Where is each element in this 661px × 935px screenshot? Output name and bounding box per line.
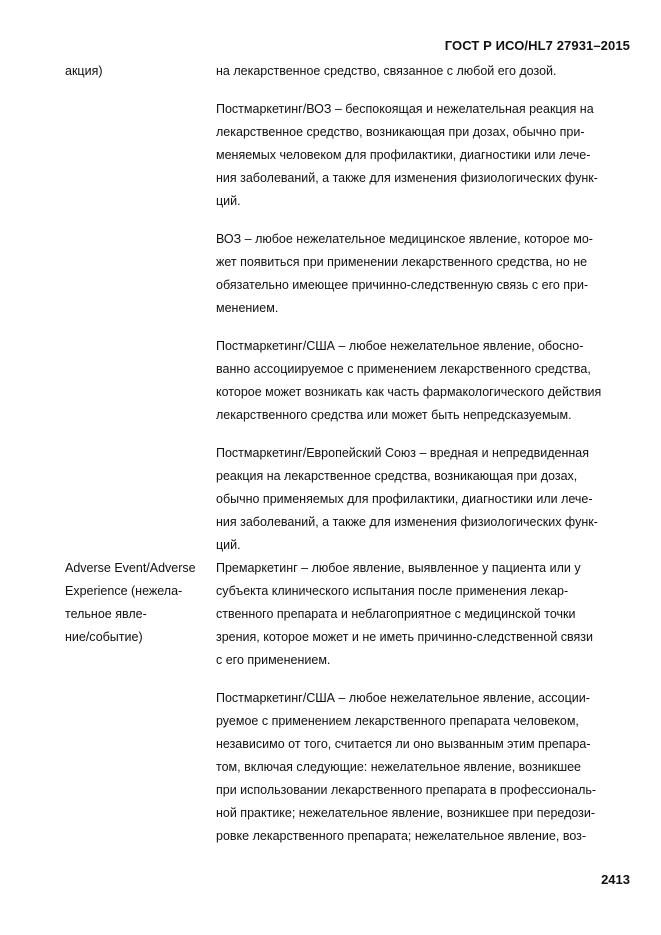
term-cell: Adverse Event/Adverse Experience (нежела- тельное явле- ние/событие) xyxy=(65,561,196,644)
definition-paragraph: на лекарственное средство, связанное с любой его дозой. xyxy=(216,64,557,78)
terms-table xyxy=(65,60,635,848)
term-cell: акция) xyxy=(65,64,103,78)
page-number: 2413 xyxy=(601,872,630,887)
definition-cell xyxy=(216,60,626,557)
definition-paragraph: Постмаркетинг/США – любое нежелательное явление, обосно- ванно ассоциируемое с применением лекарственного средства, которое может возникать как часть фармакологического действия лекарственного средства или может быть непредсказуемым. xyxy=(216,339,602,422)
table-row xyxy=(65,60,635,557)
definition-paragraph: Постмаркетинг/Европейский Союз – вредная и непредвиденная реакция на лекарственное средства, возникающая при дозах, обычно применяемых для профилактики, диагностики или лече- ния заболеваний, а также для изменения физиологических функ- ций. xyxy=(216,446,598,552)
definition-paragraph: Премаркетинг – любое явление, выявленное у пациента или у субъекта клинического испытания после применения лекар- ственного препарата и неблагоприятное с медицинской точки зрения, которое может и не иметь причинно-следственной связи с его применением. xyxy=(216,561,594,667)
definition-paragraph: Постмаркетинг/США – любое нежелательное явление, ассоции- руемое с применением лекарственного препарата человеком, независимо от того, считается ли оно вызванным этим препара- том, включая следующие: нежелательное явление, возникшее при использовании лекарственного препарата в профессиональ- ной практике; нежелательное явление, возникшее при передози- ровке лекарственного препарата; нежелательное явление, воз- xyxy=(216,691,597,843)
definition-paragraph: Постмаркетинг/ВОЗ – беспокоящая и нежелательная реакция на лекарственное средство, возникающая при дозах, обычно при- меняемых человеком для профилактики, диагностики или лече- ния заболеваний, а также для изменения физиологических функ- ций. xyxy=(216,102,598,208)
definition-paragraph: ВОЗ – любое нежелательное медицинское явление, которое мо- жет появиться при применении лекарственного средства, но не обязательно имеющее причинно-следственную связь с его при- менением. xyxy=(216,232,593,315)
document-header: ГОСТ Р ИСО/HL7 27931–2015 xyxy=(444,38,630,53)
table-row xyxy=(65,557,635,848)
definition-cell xyxy=(216,557,626,848)
